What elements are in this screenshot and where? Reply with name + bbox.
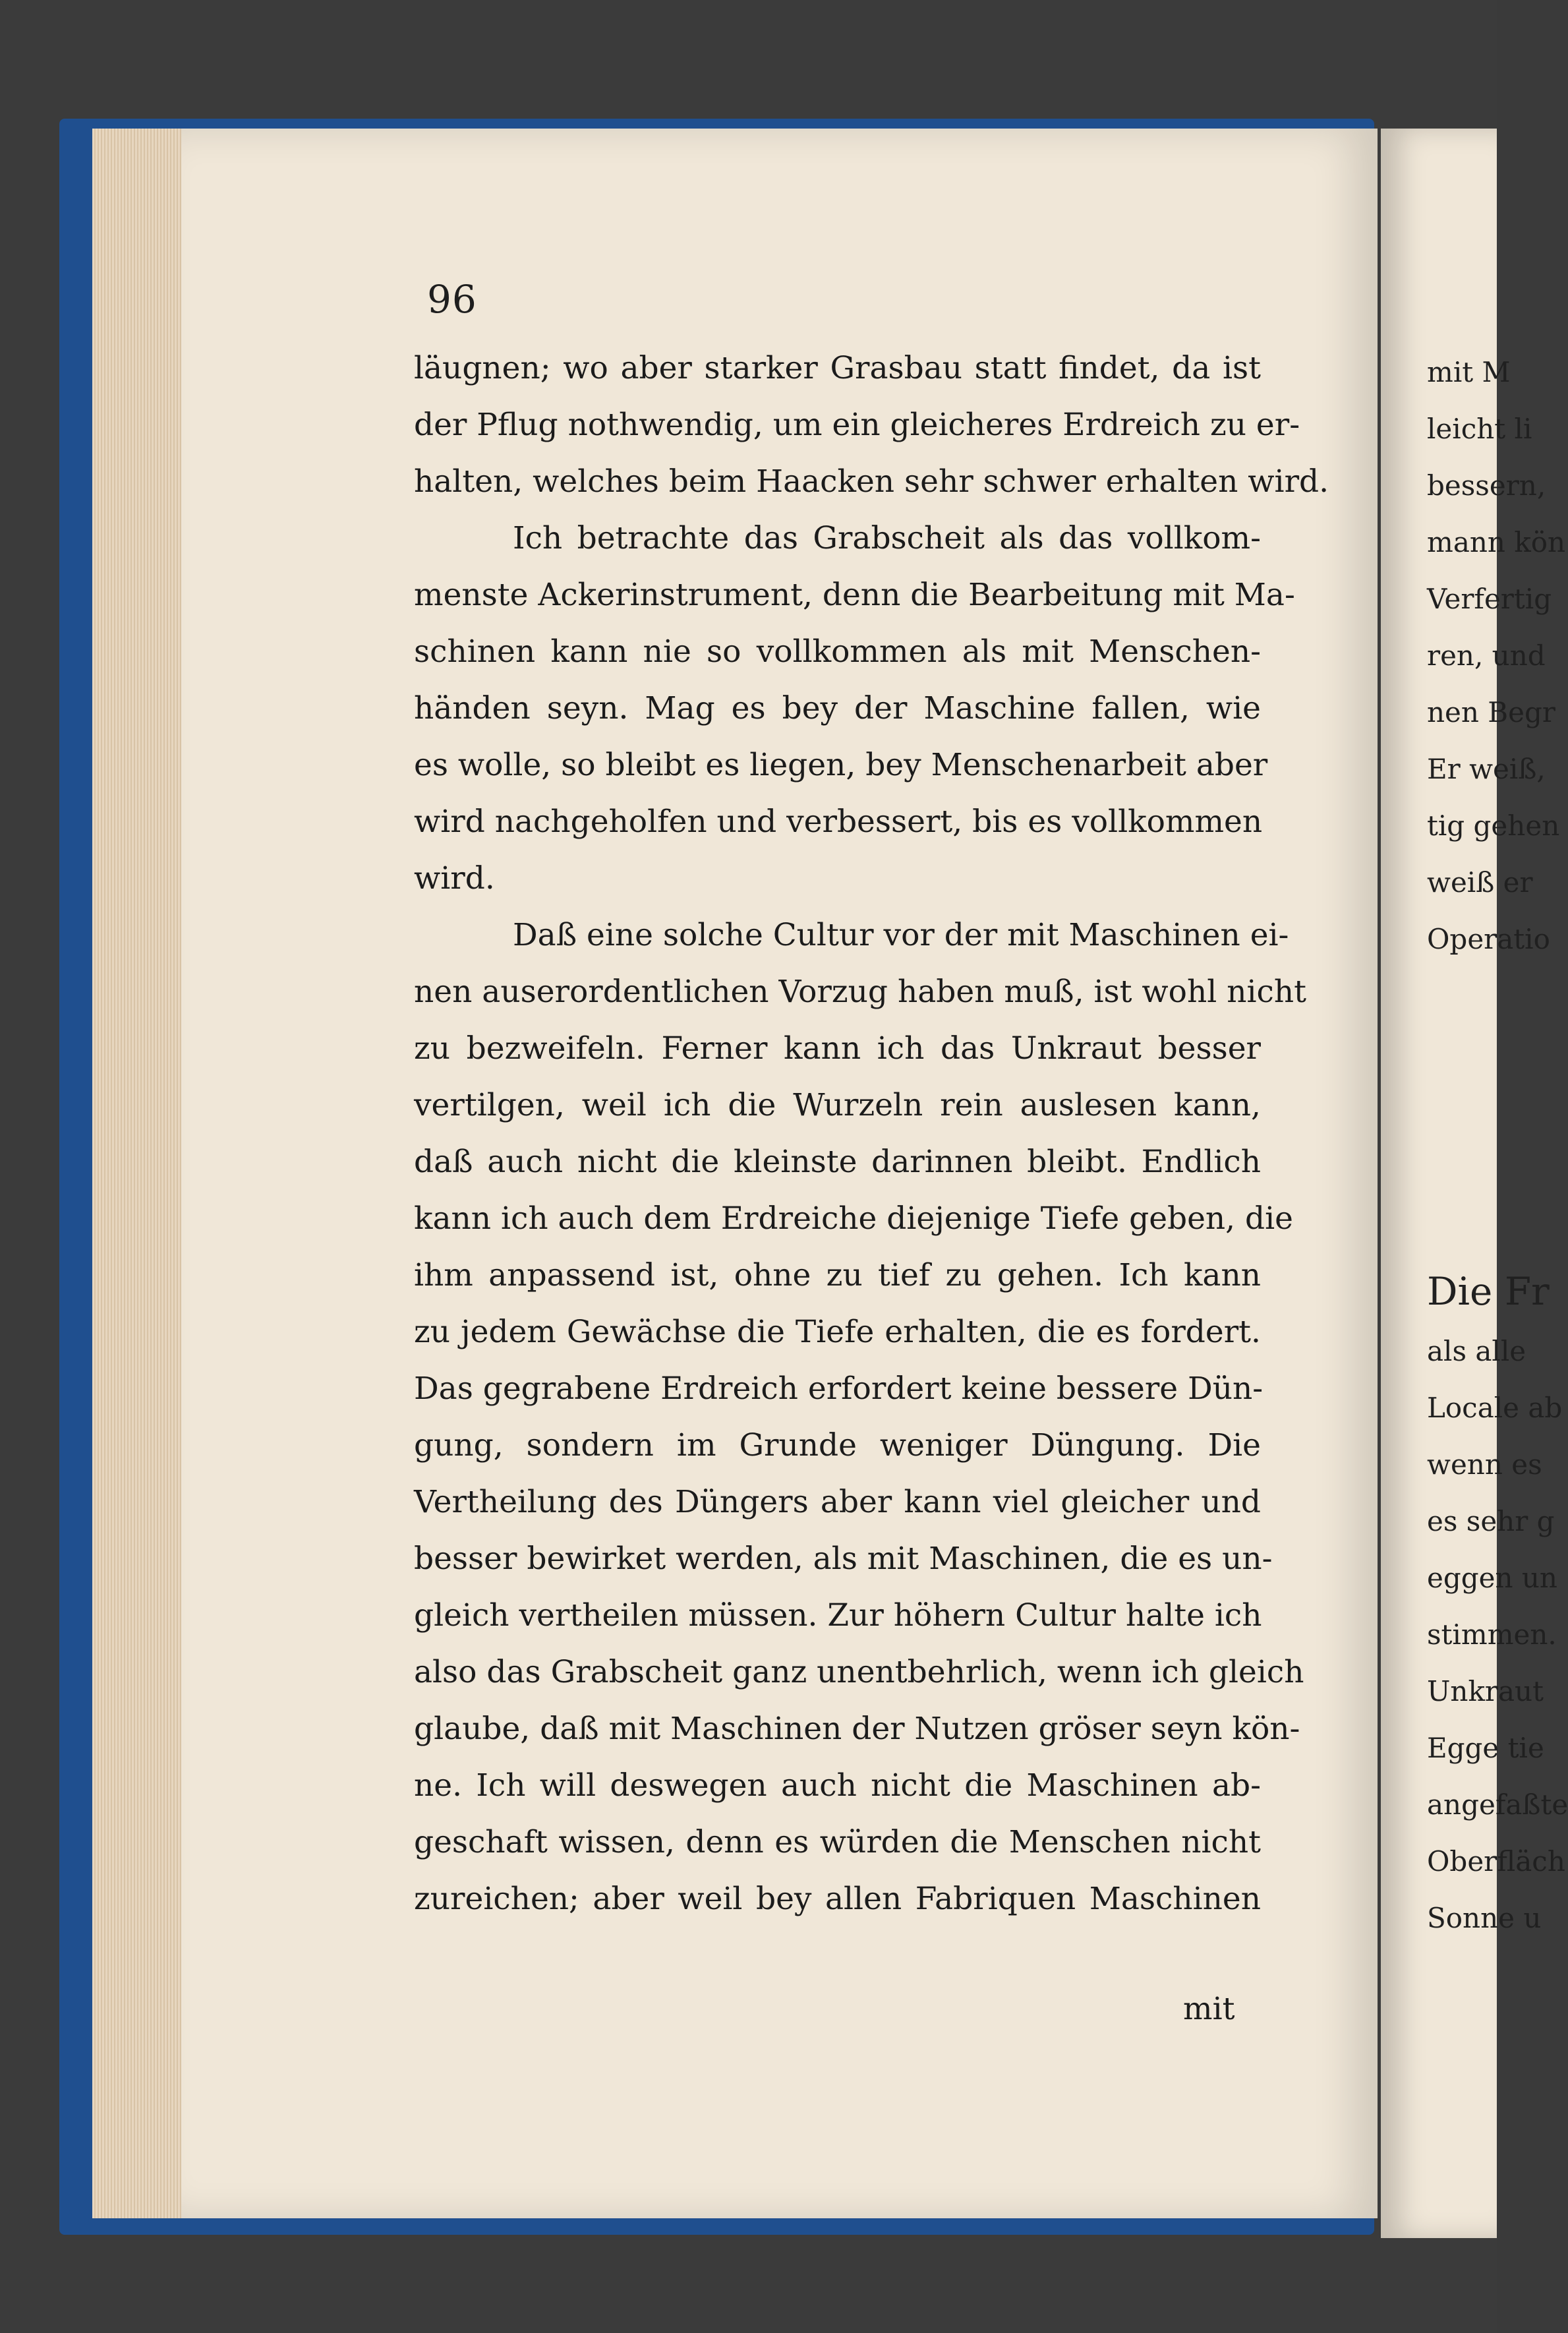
catchword: mit bbox=[1183, 1991, 1235, 2027]
text-line: geschaft wissen, denn es würden die Menschen nicht bbox=[414, 1824, 1261, 1860]
facing-line: tig gehen bbox=[1427, 810, 1560, 842]
text-line: nen auserordentlichen Vorzug haben muß, ist wohl nicht bbox=[414, 974, 1306, 1010]
facing-line: angefaßte bbox=[1427, 1788, 1568, 1821]
text-line: vertilgen, weil ich die Wurzeln rein auslesen kann, bbox=[414, 1087, 1261, 1123]
facing-line: Locale ab bbox=[1427, 1392, 1563, 1424]
facing-line: es sehr g bbox=[1427, 1505, 1555, 1537]
text-line: gleich vertheilen müssen. Zur höhern Cultur halte ich bbox=[414, 1597, 1262, 1634]
facing-line: bessern, bbox=[1427, 469, 1546, 502]
text-line: Das gegrabene Erdreich erfordert keine bessere Dün- bbox=[414, 1371, 1263, 1407]
facing-line: mann kön bbox=[1427, 526, 1566, 558]
text-line: wird nachgeholfen und verbessert, bis es vollkommen bbox=[414, 804, 1263, 840]
facing-line: Operatio bbox=[1427, 923, 1550, 955]
facing-line: als alle bbox=[1427, 1335, 1526, 1367]
facing-line: Unkraut bbox=[1427, 1675, 1544, 1707]
text-line: ihm anpassend ist, ohne zu tief zu gehen. Ich kann bbox=[414, 1257, 1261, 1293]
text-line: händen seyn. Mag es bey der Maschine fallen, wie bbox=[414, 690, 1261, 726]
facing-line: Verfertig bbox=[1427, 583, 1552, 615]
page-number: 96 bbox=[427, 277, 477, 322]
text-line: Vertheilung des Düngers aber kann viel gleicher und bbox=[414, 1484, 1261, 1520]
facing-line: eggen un bbox=[1427, 1562, 1557, 1594]
facing-line: Oberfläch bbox=[1427, 1845, 1565, 1877]
text-line: glaube, daß mit Maschinen der Nutzen gröser seyn kön- bbox=[414, 1711, 1300, 1747]
text-line: zu bezweifeln. Ferner kann ich das Unkraut besser bbox=[414, 1030, 1261, 1067]
facing-page bbox=[1381, 129, 1568, 2238]
facing-line: Die Fr bbox=[1427, 1269, 1550, 1314]
text-line: wird. bbox=[414, 860, 495, 897]
facing-line: stimmen. bbox=[1427, 1618, 1557, 1651]
page-edges bbox=[92, 129, 191, 2218]
facing-line: Egge tie bbox=[1427, 1732, 1544, 1764]
facing-line: Er weiß, bbox=[1427, 753, 1546, 785]
facing-line: wenn es bbox=[1427, 1448, 1542, 1481]
facing-line: nen Begr bbox=[1427, 696, 1555, 728]
facing-line: mit M bbox=[1427, 356, 1511, 388]
text-line: Ich betrachte das Grabscheit als das vollkom- bbox=[513, 520, 1261, 556]
text-line: also das Grabscheit ganz unentbehrlich, wenn ich gleich bbox=[414, 1654, 1304, 1690]
facing-line: leicht li bbox=[1427, 413, 1532, 445]
text-line: es wolle, so bleibt es liegen, bey Menschenarbeit aber bbox=[414, 747, 1268, 783]
text-line: zureichen; aber weil bey allen Fabriquen Maschinen bbox=[414, 1881, 1261, 1917]
facing-line: weiß er bbox=[1427, 866, 1533, 899]
text-line: menste Ackerinstrument, denn die Bearbeitung mit Ma- bbox=[414, 577, 1295, 613]
facing-line: ren, und bbox=[1427, 639, 1546, 672]
text-line: ne. Ich will deswegen auch nicht die Maschinen ab- bbox=[414, 1767, 1261, 1804]
text-line: kann ich auch dem Erdreiche diejenige Tiefe geben, die bbox=[414, 1200, 1293, 1237]
text-line: gung, sondern im Grunde weniger Düngung. Die bbox=[414, 1427, 1261, 1463]
text-line: besser bewirket werden, als mit Maschinen, die es un- bbox=[414, 1541, 1273, 1577]
text-line: zu jedem Gewächse die Tiefe erhalten, die es fordert. bbox=[414, 1314, 1261, 1350]
text-line: läugnen; wo aber starker Grasbau statt findet, da ist bbox=[414, 350, 1261, 386]
facing-line: Sonne u bbox=[1427, 1902, 1542, 1934]
text-line: halten, welches beim Haacken sehr schwer erhalten wird. bbox=[414, 463, 1329, 500]
text-line: daß auch nicht die kleinste darinnen bleibt. Endlich bbox=[414, 1144, 1261, 1180]
text-line: schinen kann nie so vollkommen als mit Menschen- bbox=[414, 634, 1261, 670]
text-line: Daß eine solche Cultur vor der mit Maschinen ei- bbox=[513, 917, 1289, 953]
text-line: der Pflug nothwendig, um ein gleicheres Erdreich zu er- bbox=[414, 407, 1300, 443]
